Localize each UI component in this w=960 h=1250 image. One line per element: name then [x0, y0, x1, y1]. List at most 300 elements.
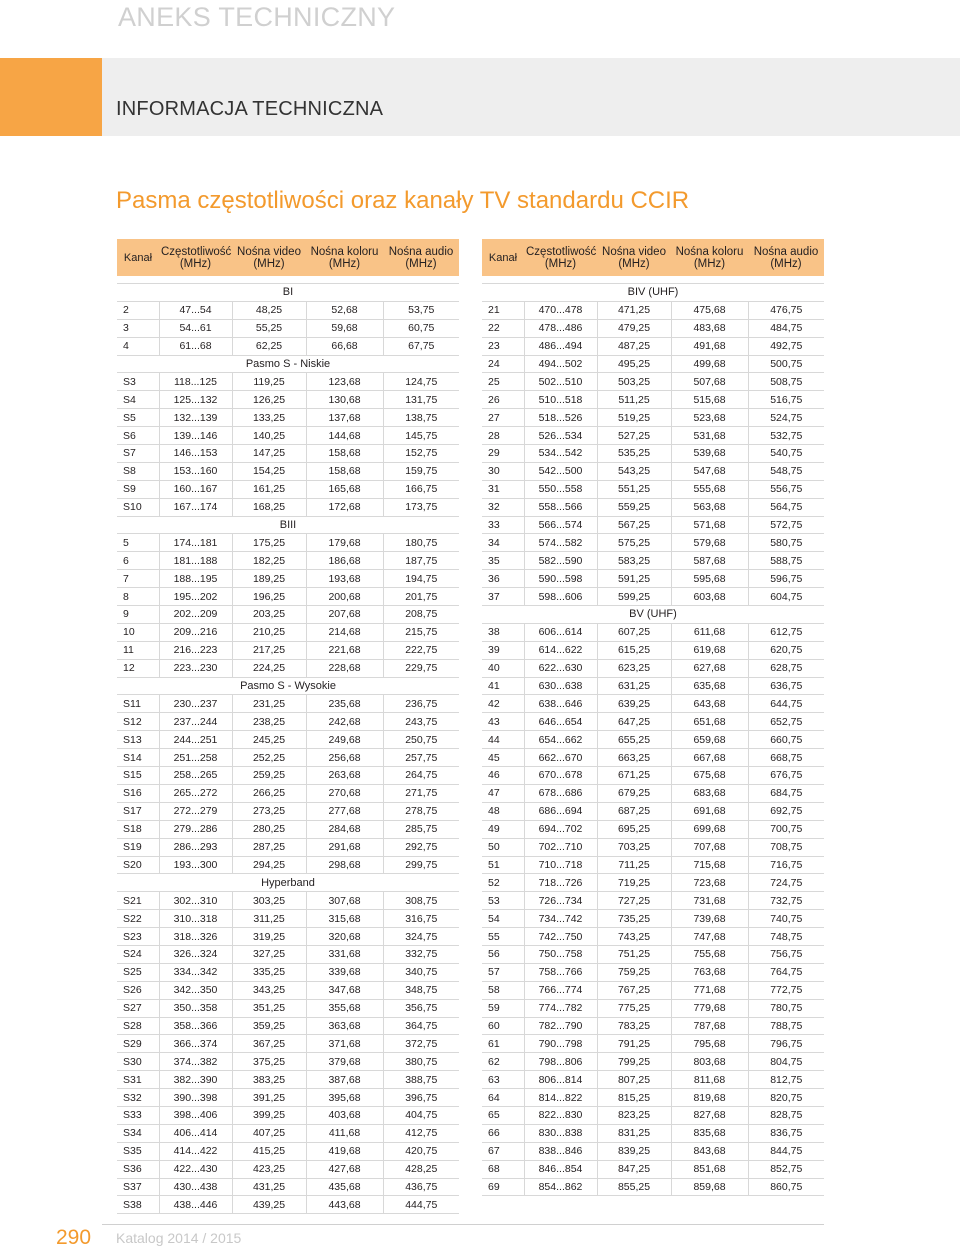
cell-video-carrier: 224,25	[232, 659, 306, 677]
table-row	[117, 1106, 459, 1124]
cell-audio-carrier: 187,75	[383, 552, 459, 570]
cell-audio-carrier: 556,75	[748, 480, 824, 498]
table-row	[117, 928, 459, 946]
cell-channel: 42	[482, 695, 524, 713]
cell-frequency: 237...244	[159, 713, 232, 731]
cell-color-carrier: 158,68	[306, 462, 383, 480]
cell-audio-carrier: 748,75	[748, 928, 824, 946]
cell-frequency: 310...318	[159, 910, 232, 928]
cell-channel: 66	[482, 1124, 524, 1142]
cell-video-carrier: 161,25	[232, 480, 306, 498]
cell-video-carrier: 266,25	[232, 784, 306, 802]
cell-video-carrier: 273,25	[232, 802, 306, 820]
cell-video-carrier: 126,25	[232, 391, 306, 409]
cell-color-carrier: 491,68	[671, 337, 748, 355]
cell-audio-carrier: 428,25	[383, 1160, 459, 1178]
cell-video-carrier: 423,25	[232, 1160, 306, 1178]
table-row	[117, 409, 459, 427]
cell-video-carrier: 133,25	[232, 409, 306, 427]
cell-audio-carrier: 644,75	[748, 695, 824, 713]
cell-frequency: 54...61	[159, 319, 232, 337]
cell-channel: 12	[117, 659, 159, 677]
cell-frequency: 758...766	[524, 963, 597, 981]
cell-frequency: 350...358	[159, 999, 232, 1017]
table-row	[482, 588, 824, 606]
cell-frequency: 774...782	[524, 999, 597, 1017]
cell-audio-carrier: 412,75	[383, 1124, 459, 1142]
cell-color-carrier: 563,68	[671, 498, 748, 516]
cell-channel: 56	[482, 945, 524, 963]
section-title: ANEKS TECHNICZNY	[118, 2, 396, 32]
cell-color-carrier: 379,68	[306, 1053, 383, 1071]
table-row	[482, 731, 824, 749]
cell-audio-carrier: 788,75	[748, 1017, 824, 1035]
cell-audio-carrier: 356,75	[383, 999, 459, 1017]
table-row	[482, 570, 824, 588]
cell-frequency: 710...718	[524, 856, 597, 874]
cell-frequency: 654...662	[524, 731, 597, 749]
cell-channel: 27	[482, 409, 524, 427]
table-row	[117, 713, 459, 731]
cell-channel: S12	[117, 713, 159, 731]
cell-audio-carrier: 636,75	[748, 677, 824, 695]
cell-channel: S5	[117, 409, 159, 427]
cell-frequency: 125...132	[159, 391, 232, 409]
cell-color-carrier: 291,68	[306, 838, 383, 856]
cell-video-carrier: 511,25	[597, 391, 671, 409]
cell-frequency: 558...566	[524, 498, 597, 516]
cell-audio-carrier: 772,75	[748, 981, 824, 999]
cell-audio-carrier: 222,75	[383, 641, 459, 659]
cell-audio-carrier: 628,75	[748, 659, 824, 677]
cell-channel: 23	[482, 337, 524, 355]
cell-channel: S10	[117, 498, 159, 516]
cell-channel: 11	[117, 641, 159, 659]
cell-video-carrier: 311,25	[232, 910, 306, 928]
cell-channel: 43	[482, 713, 524, 731]
table-row	[482, 767, 824, 785]
cell-channel: 40	[482, 659, 524, 677]
cell-frequency: 358...366	[159, 1017, 232, 1035]
cell-frequency: 139...146	[159, 427, 232, 445]
band-section-title: BV (UHF)	[482, 606, 824, 624]
cell-color-carrier: 320,68	[306, 928, 383, 946]
cell-video-carrier: 839,25	[597, 1142, 671, 1160]
cell-video-carrier: 823,25	[597, 1106, 671, 1124]
table-row	[482, 641, 824, 659]
table-row	[117, 623, 459, 641]
cell-video-carrier: 62,25	[232, 337, 306, 355]
cell-video-carrier: 439,25	[232, 1196, 306, 1214]
cell-video-carrier: 391,25	[232, 1089, 306, 1107]
cell-color-carrier: 579,68	[671, 534, 748, 552]
cell-color-carrier: 555,68	[671, 480, 748, 498]
cell-color-carrier: 475,68	[671, 301, 748, 319]
cell-channel: 33	[482, 516, 524, 534]
cell-audio-carrier: 340,75	[383, 963, 459, 981]
cell-video-carrier: 671,25	[597, 767, 671, 785]
cell-audio-carrier: 724,75	[748, 874, 824, 892]
cell-video-carrier: 140,25	[232, 427, 306, 445]
cell-frequency: 830...838	[524, 1124, 597, 1142]
cell-color-carrier: 723,68	[671, 874, 748, 892]
cell-channel: 30	[482, 462, 524, 480]
cell-audio-carrier: 332,75	[383, 945, 459, 963]
table-row	[482, 1071, 824, 1089]
cell-frequency: 230...237	[159, 695, 232, 713]
table-row	[117, 1071, 459, 1089]
cell-channel: 5	[117, 534, 159, 552]
cell-frequency: 146...153	[159, 445, 232, 463]
cell-color-carrier: 651,68	[671, 713, 748, 731]
table-row	[482, 1035, 824, 1053]
cell-color-carrier: 611,68	[671, 623, 748, 641]
cell-video-carrier: 294,25	[232, 856, 306, 874]
cell-frequency: 766...774	[524, 981, 597, 999]
cell-frequency: 132...139	[159, 409, 232, 427]
table-body-left	[117, 276, 459, 1214]
table-row	[117, 1142, 459, 1160]
cell-channel: 58	[482, 981, 524, 999]
band-section-row	[117, 874, 459, 892]
cell-frequency: 694...702	[524, 820, 597, 838]
table-row	[482, 928, 824, 946]
cell-channel: S37	[117, 1178, 159, 1196]
table-row	[482, 838, 824, 856]
table-header-row	[117, 239, 459, 276]
table-row	[117, 784, 459, 802]
cell-audio-carrier: 131,75	[383, 391, 459, 409]
cell-frequency: 614...622	[524, 641, 597, 659]
table-row	[117, 391, 459, 409]
cell-audio-carrier: 166,75	[383, 480, 459, 498]
cell-frequency: 181...188	[159, 552, 232, 570]
cell-channel: S27	[117, 999, 159, 1017]
cell-color-carrier: 249,68	[306, 731, 383, 749]
cell-video-carrier: 495,25	[597, 355, 671, 373]
cell-audio-carrier: 684,75	[748, 784, 824, 802]
cell-video-carrier: 799,25	[597, 1053, 671, 1071]
table-row	[117, 606, 459, 624]
cell-audio-carrier: 444,75	[383, 1196, 459, 1214]
cell-frequency: 422...430	[159, 1160, 232, 1178]
table-row	[117, 480, 459, 498]
cell-color-carrier: 123,68	[306, 373, 383, 391]
table-row	[482, 1142, 824, 1160]
cell-channel: 48	[482, 802, 524, 820]
cell-video-carrier: 615,25	[597, 641, 671, 659]
header-band	[0, 58, 960, 136]
table-row	[482, 820, 824, 838]
table-row	[482, 1124, 824, 1142]
cell-video-carrier: 591,25	[597, 570, 671, 588]
cell-channel: 59	[482, 999, 524, 1017]
cell-video-carrier: 543,25	[597, 462, 671, 480]
cell-audio-carrier: 564,75	[748, 498, 824, 516]
cell-audio-carrier: 764,75	[748, 963, 824, 981]
cell-audio-carrier: 804,75	[748, 1053, 824, 1071]
cell-color-carrier: 242,68	[306, 713, 383, 731]
table-row	[117, 910, 459, 928]
cell-audio-carrier: 836,75	[748, 1124, 824, 1142]
table-row	[482, 355, 824, 373]
cell-audio-carrier: 250,75	[383, 731, 459, 749]
catalog-label: Katalog 2014 / 2015	[116, 1230, 242, 1246]
cell-video-carrier: 831,25	[597, 1124, 671, 1142]
cell-frequency: 726...734	[524, 892, 597, 910]
cell-color-carrier: 411,68	[306, 1124, 383, 1142]
cell-color-carrier: 363,68	[306, 1017, 383, 1035]
cell-color-carrier: 214,68	[306, 623, 383, 641]
band-section-row	[117, 284, 459, 302]
cell-color-carrier: 483,68	[671, 319, 748, 337]
cell-video-carrier: 367,25	[232, 1035, 306, 1053]
cell-video-carrier: 551,25	[597, 480, 671, 498]
cell-color-carrier: 207,68	[306, 606, 383, 624]
table-row	[117, 319, 459, 337]
cell-color-carrier: 193,68	[306, 570, 383, 588]
table-row	[482, 1178, 824, 1196]
table-header-row	[482, 239, 824, 276]
cell-video-carrier: 182,25	[232, 552, 306, 570]
table-row	[117, 999, 459, 1017]
table-row	[117, 856, 459, 874]
cell-channel: 65	[482, 1106, 524, 1124]
cell-color-carrier: 547,68	[671, 462, 748, 480]
table-row	[482, 1106, 824, 1124]
cell-color-carrier: 571,68	[671, 516, 748, 534]
table-row	[482, 552, 824, 570]
cell-frequency: 382...390	[159, 1071, 232, 1089]
col-header-frequency: Częstotliwość (MHz)	[524, 239, 597, 276]
cell-video-carrier: 487,25	[597, 337, 671, 355]
cell-audio-carrier: 716,75	[748, 856, 824, 874]
table-row	[482, 1053, 824, 1071]
cell-color-carrier: 803,68	[671, 1053, 748, 1071]
cell-frequency: 272...279	[159, 802, 232, 820]
cell-frequency: 518...526	[524, 409, 597, 427]
cell-video-carrier: 751,25	[597, 945, 671, 963]
cell-frequency: 223...230	[159, 659, 232, 677]
cell-audio-carrier: 278,75	[383, 802, 459, 820]
cell-frequency: 582...590	[524, 552, 597, 570]
cell-color-carrier: 523,68	[671, 409, 748, 427]
cell-audio-carrier: 476,75	[748, 301, 824, 319]
cell-frequency: 334...342	[159, 963, 232, 981]
cell-frequency: 742...750	[524, 928, 597, 946]
cell-channel: S25	[117, 963, 159, 981]
cell-channel: S21	[117, 892, 159, 910]
table-row	[117, 802, 459, 820]
cell-frequency: 244...251	[159, 731, 232, 749]
cell-color-carrier: 235,68	[306, 695, 383, 713]
table-row	[482, 373, 824, 391]
table-row	[117, 1178, 459, 1196]
cell-color-carrier: 130,68	[306, 391, 383, 409]
cell-channel: 32	[482, 498, 524, 516]
cell-video-carrier: 519,25	[597, 409, 671, 427]
cell-frequency: 406...414	[159, 1124, 232, 1142]
table-row	[482, 892, 824, 910]
cell-frequency: 174...181	[159, 534, 232, 552]
table-row	[482, 301, 824, 319]
table-row	[482, 981, 824, 999]
cell-color-carrier: 499,68	[671, 355, 748, 373]
cell-video-carrier: 210,25	[232, 623, 306, 641]
cell-color-carrier: 667,68	[671, 749, 748, 767]
cell-video-carrier: 735,25	[597, 910, 671, 928]
cell-audio-carrier: 194,75	[383, 570, 459, 588]
cell-video-carrier: 231,25	[232, 695, 306, 713]
cell-video-carrier: 327,25	[232, 945, 306, 963]
cell-audio-carrier: 215,75	[383, 623, 459, 641]
cell-audio-carrier: 660,75	[748, 731, 824, 749]
cell-color-carrier: 683,68	[671, 784, 748, 802]
cell-audio-carrier: 740,75	[748, 910, 824, 928]
cell-channel: S33	[117, 1106, 159, 1124]
band-section-row	[482, 284, 824, 302]
cell-frequency: 574...582	[524, 534, 597, 552]
cell-audio-carrier: 820,75	[748, 1089, 824, 1107]
cell-frequency: 814...822	[524, 1089, 597, 1107]
table-row	[482, 409, 824, 427]
cell-color-carrier: 355,68	[306, 999, 383, 1017]
cell-video-carrier: 383,25	[232, 1071, 306, 1089]
cell-channel: S28	[117, 1017, 159, 1035]
cell-video-carrier: 767,25	[597, 981, 671, 999]
cell-video-carrier: 217,25	[232, 641, 306, 659]
table-row	[482, 713, 824, 731]
cell-channel: S6	[117, 427, 159, 445]
cell-frequency: 118...125	[159, 373, 232, 391]
table-row	[482, 319, 824, 337]
cell-audio-carrier: 612,75	[748, 623, 824, 641]
cell-audio-carrier: 796,75	[748, 1035, 824, 1053]
cell-audio-carrier: 524,75	[748, 409, 824, 427]
table-row	[117, 1196, 459, 1214]
table-row	[482, 677, 824, 695]
cell-color-carrier: 531,68	[671, 427, 748, 445]
cell-audio-carrier: 152,75	[383, 445, 459, 463]
cell-video-carrier: 168,25	[232, 498, 306, 516]
band-section-title: BI	[117, 284, 459, 302]
cell-channel: 55	[482, 928, 524, 946]
cell-channel: 35	[482, 552, 524, 570]
table-row	[117, 838, 459, 856]
table-row	[482, 1160, 824, 1178]
table-row	[482, 516, 824, 534]
cell-audio-carrier: 159,75	[383, 462, 459, 480]
cell-frequency: 265...272	[159, 784, 232, 802]
cell-channel: 60	[482, 1017, 524, 1035]
cell-video-carrier: 695,25	[597, 820, 671, 838]
cell-channel: S22	[117, 910, 159, 928]
cell-channel: S38	[117, 1196, 159, 1214]
cell-color-carrier: 675,68	[671, 767, 748, 785]
table-row	[482, 659, 824, 677]
cell-color-carrier: 619,68	[671, 641, 748, 659]
cell-color-carrier: 371,68	[306, 1035, 383, 1053]
table-row	[117, 767, 459, 785]
cell-frequency: 188...195	[159, 570, 232, 588]
cell-audio-carrier: 852,75	[748, 1160, 824, 1178]
cell-video-carrier: 711,25	[597, 856, 671, 874]
cell-frequency: 806...814	[524, 1071, 597, 1089]
cell-audio-carrier: 60,75	[383, 319, 459, 337]
cell-video-carrier: 196,25	[232, 588, 306, 606]
cell-channel: 21	[482, 301, 524, 319]
table-row	[117, 892, 459, 910]
cell-channel: 51	[482, 856, 524, 874]
table-row	[117, 552, 459, 570]
cell-channel: S36	[117, 1160, 159, 1178]
cell-frequency: 251...258	[159, 749, 232, 767]
cell-audio-carrier: 292,75	[383, 838, 459, 856]
cell-video-carrier: 359,25	[232, 1017, 306, 1035]
cell-video-carrier: 807,25	[597, 1071, 671, 1089]
cell-color-carrier: 755,68	[671, 945, 748, 963]
cell-channel: 41	[482, 677, 524, 695]
cell-audio-carrier: 692,75	[748, 802, 824, 820]
cell-channel: S3	[117, 373, 159, 391]
table-row	[482, 445, 824, 463]
cell-audio-carrier: 532,75	[748, 427, 824, 445]
cell-video-carrier: 335,25	[232, 963, 306, 981]
cell-frequency: 646...654	[524, 713, 597, 731]
cell-audio-carrier: 828,75	[748, 1106, 824, 1124]
table-row	[482, 1017, 824, 1035]
table-row	[117, 445, 459, 463]
cell-frequency: 606...614	[524, 623, 597, 641]
spacer-row	[482, 276, 824, 284]
cell-color-carrier: 395,68	[306, 1089, 383, 1107]
cell-color-carrier: 779,68	[671, 999, 748, 1017]
table-row	[482, 1089, 824, 1107]
table-row	[117, 1089, 459, 1107]
table-row	[482, 391, 824, 409]
cell-audio-carrier: 138,75	[383, 409, 459, 427]
cell-channel: S20	[117, 856, 159, 874]
cell-channel: S11	[117, 695, 159, 713]
cell-color-carrier: 539,68	[671, 445, 748, 463]
cell-frequency: 414...422	[159, 1142, 232, 1160]
cell-video-carrier: 599,25	[597, 588, 671, 606]
cell-frequency: 750...758	[524, 945, 597, 963]
cell-channel: 28	[482, 427, 524, 445]
cell-frequency: 838...846	[524, 1142, 597, 1160]
spacer-row	[117, 276, 459, 284]
cell-frequency: 279...286	[159, 820, 232, 838]
cell-audio-carrier: 780,75	[748, 999, 824, 1017]
table-row	[117, 1160, 459, 1178]
cell-audio-carrier: 208,75	[383, 606, 459, 624]
cell-frequency: 398...406	[159, 1106, 232, 1124]
cell-frequency: 630...638	[524, 677, 597, 695]
cell-frequency: 326...324	[159, 945, 232, 963]
cell-video-carrier: 503,25	[597, 373, 671, 391]
table-row	[117, 945, 459, 963]
band-title: INFORMACJA TECHNICZNA	[116, 98, 384, 120]
cell-frequency: 598...606	[524, 588, 597, 606]
cell-color-carrier: 277,68	[306, 802, 383, 820]
cell-frequency: 686...694	[524, 802, 597, 820]
cell-channel: S29	[117, 1035, 159, 1053]
cell-video-carrier: 280,25	[232, 820, 306, 838]
cell-video-carrier: 375,25	[232, 1053, 306, 1071]
cell-audio-carrier: 124,75	[383, 373, 459, 391]
cell-video-carrier: 48,25	[232, 301, 306, 319]
cell-audio-carrier: 404,75	[383, 1106, 459, 1124]
